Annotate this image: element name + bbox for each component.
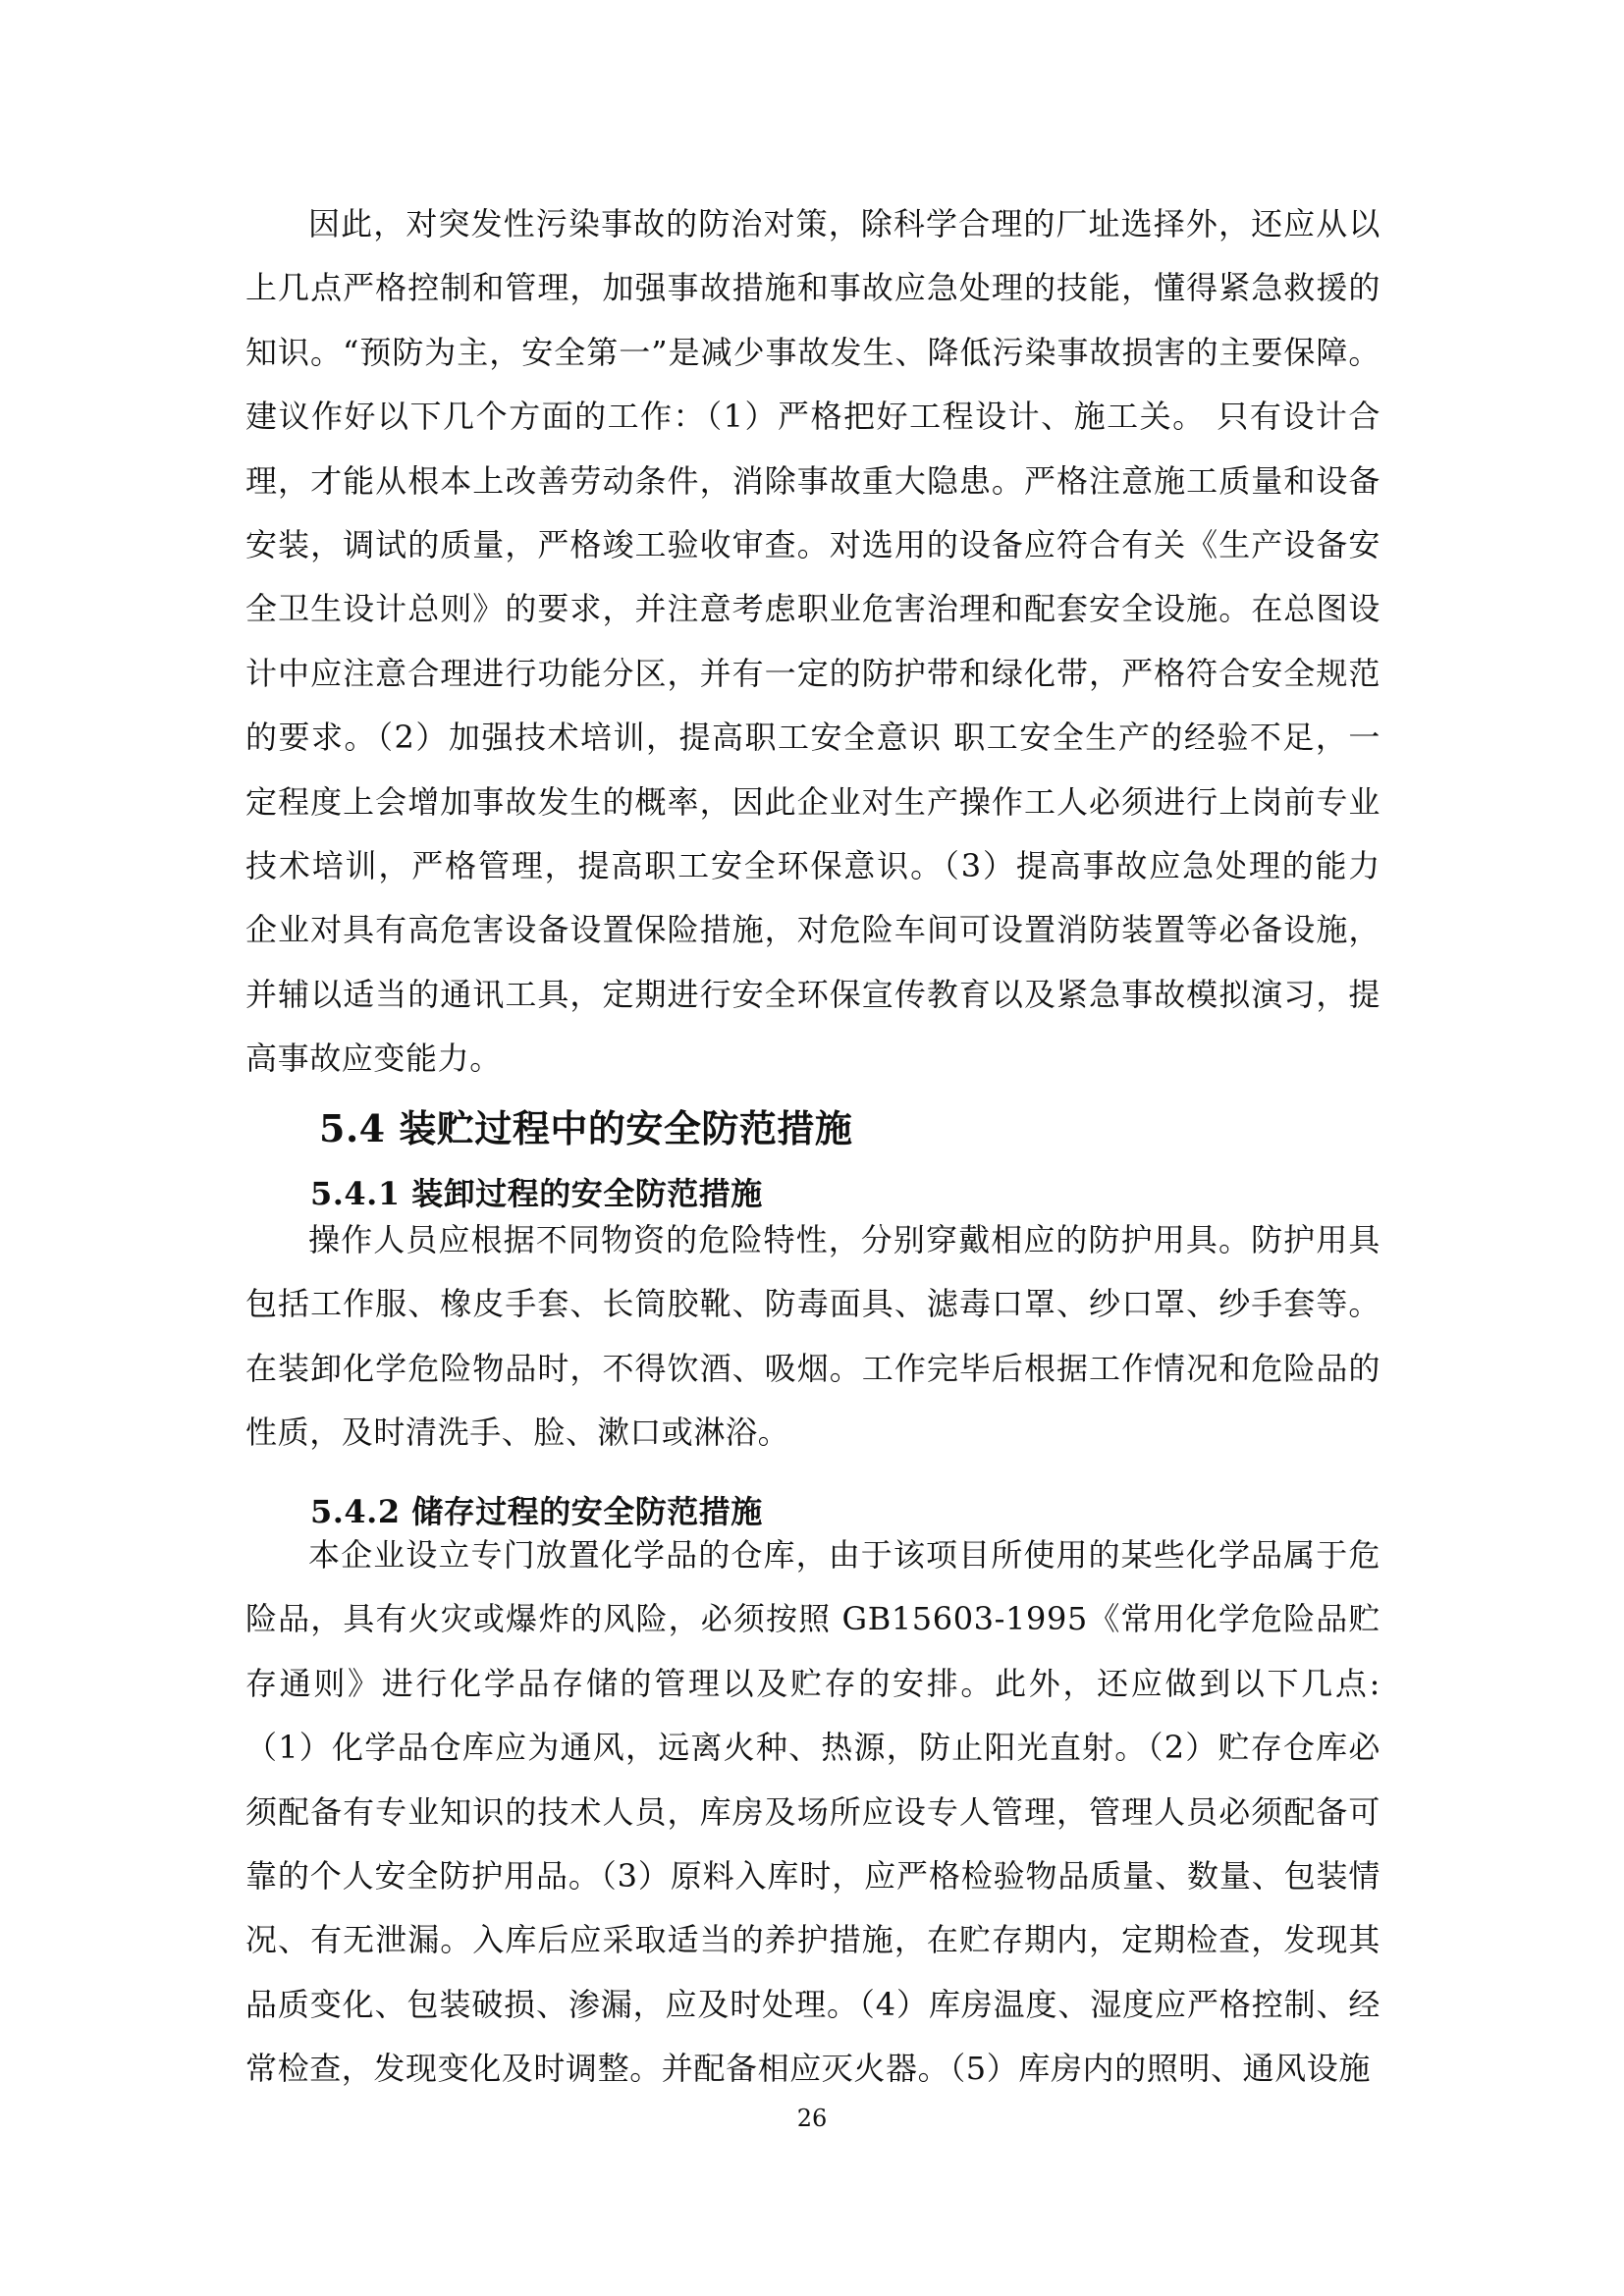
paragraph-loading-measures: 操作人员应根据不同物资的危险特性，分别穿戴相应的防护用具。防护用具包括工作服、橡皮手套、长筒胶靴、防毒面具、滤毒口罩、纱口罩、纱手套等。在装卸化学危险物品时，不得饮酒、吸烟。工作完毕后根据工作情况和危险品的性质，及时清洗手、脸、漱口或淋浴。 (245, 1221, 1380, 1452)
paragraph-storage-measures: 本企业设立专门放置化学品的仓库，由于该项目所使用的某些化学品属于危险品，具有火灾或爆炸的风险，必须按照 GB15603-1995《常用化学危险品贮存通则》进行化学品存储的管理以及贮存的安排。此外，还应做到以下几点:（1）化学品仓库应为通风，远离火种、热源，防止阳光直射。（2）贮存仓库必须配备有专业知识的技术人员，库房及场所应设专人管理，管理人员必须配备可靠的个人安全防护用品。（3）原料入库时，应严格检验物品质量、数量、包装情况、有无泄漏。入库后应采取适当的养护措施，在贮存期内，定期检查，发现其品质变化、包装破损、渗漏，应及时处理。（4）库房温度、湿度应严格控制、经常检查，发现变化及时调整。并配备相应灭火器。（5）库房内的照明、通风设施 (245, 1536, 1380, 2088)
paragraph-emergency-prevention: 因此，对突发性污染事故的防治对策，除科学合理的厂址选择外，还应从以上几点严格控制和管理，加强事故措施和事故应急处理的技能，懂得紧急救援的知识。“预防为主，安全第一”是减少事故发生、降低污染事故损害的主要保障。建议作好以下几个方面的工作：（1）严格把好工程设计、施工关。 只有设计合理，才能从根本上改善劳动条件，消除事故重大隐患。严格注意施工质量和设备安装，调试的质量，严格竣工验收审查。对选用的设备应符合有关《生产设备安全卫生设计总则》的要求，并注意考虑职业危害治理和配套安全设施。在总图设计中应注意合理进行功能分区，并有一定的防护带和绿化带，严格符合安全规范的要求。（2）加强技术培训，提高职工安全意识 职工安全生产的经验不足，一定程度上会增加事故发生的概率，因此企业对生产操作工人必须进行上岗前专业技术培训，严格管理，提高职工安全环保意识。（3）提高事故应急处理的能力 企业对具有高危害设备设置保险措施，对危险车间可设置消防装置等必备设施，并辅以适当的通讯工具，定期进行安全环保宣传教育以及紧急事故模拟演习，提高事故应变能力。 (245, 205, 1380, 1078)
subsection-title-loading: 5.4.1 装卸过程的安全防范措施 (310, 1175, 763, 1212)
page-number: 26 (796, 2105, 828, 2132)
section-title: 5.4 装贮过程中的安全防范措施 (319, 1106, 853, 1150)
subsection-title-storage: 5.4.2 储存过程的安全防范措施 (310, 1493, 763, 1530)
